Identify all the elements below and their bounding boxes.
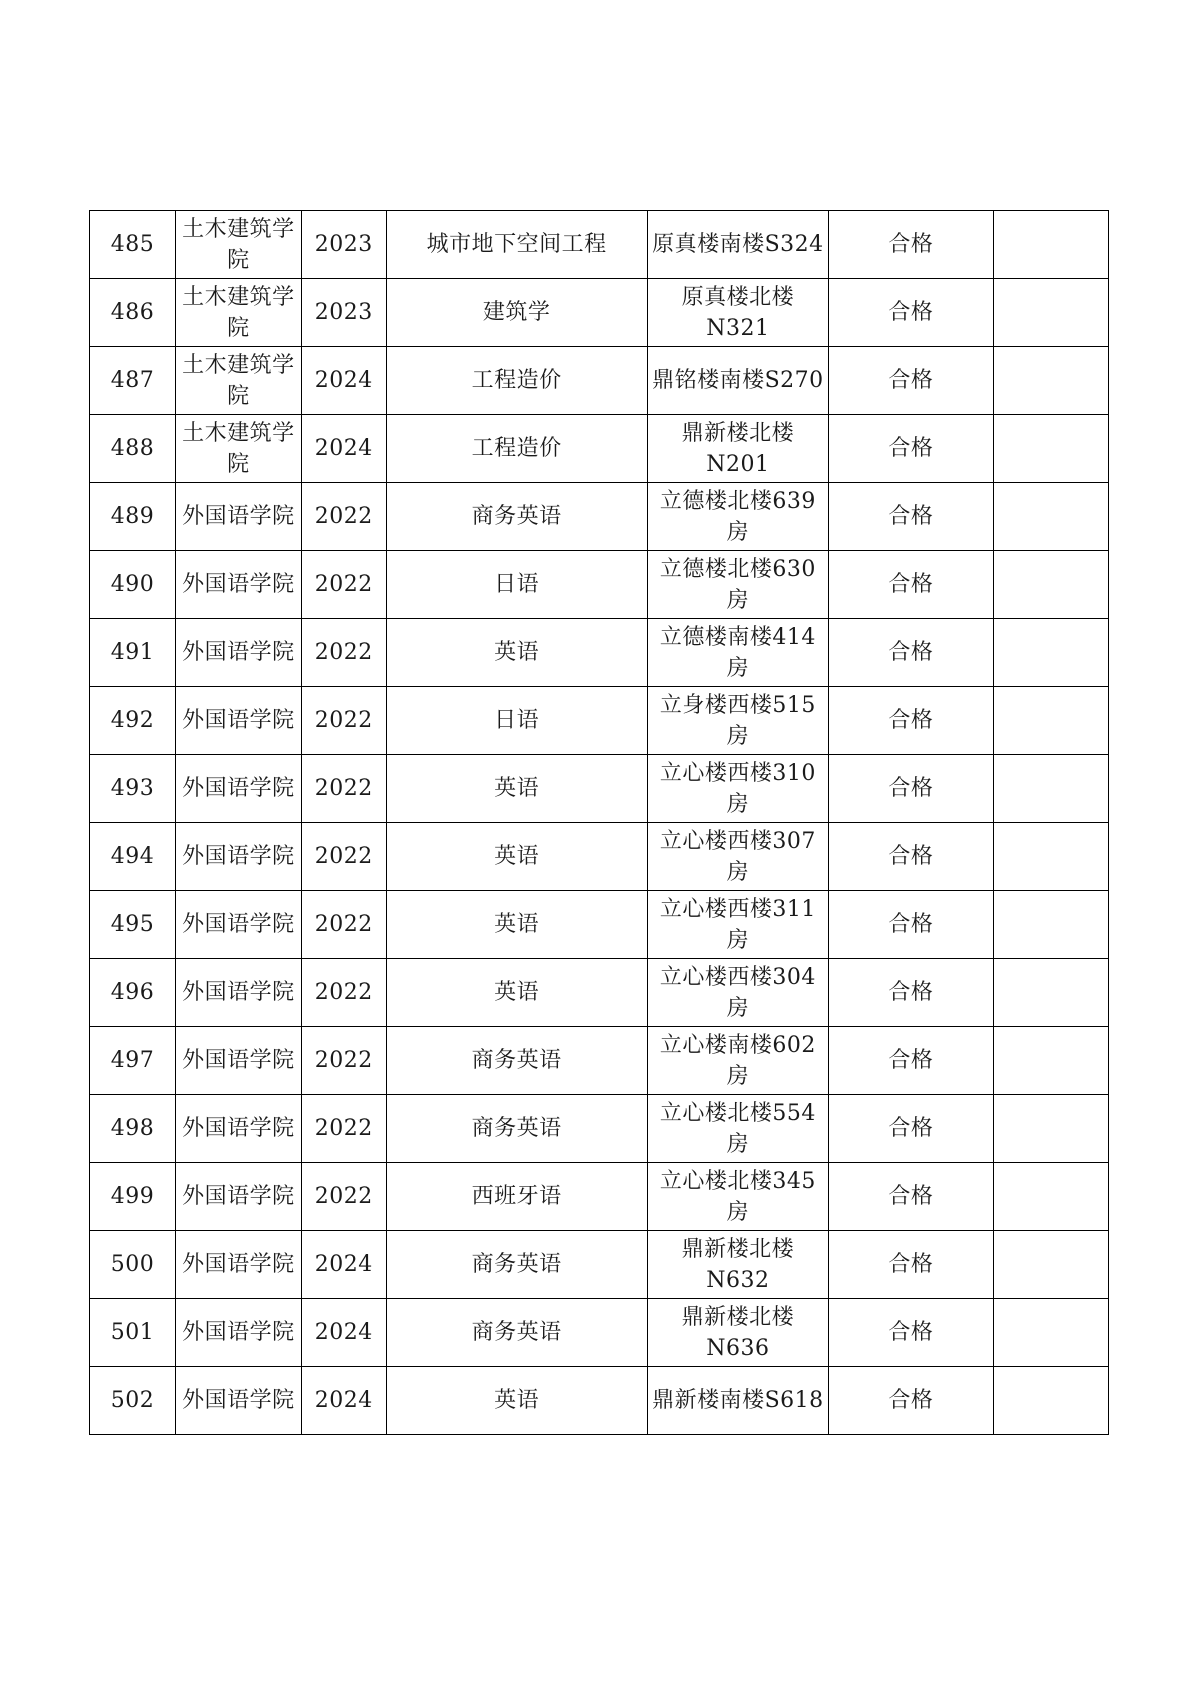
dorm-room-cell: 立心楼南楼602房: [647, 1027, 828, 1095]
table-row: [90, 755, 1109, 823]
table-row: [90, 551, 1109, 619]
table-row: [90, 1231, 1109, 1299]
result-cell: 合格: [829, 755, 994, 823]
table-row: [90, 1027, 1109, 1095]
inspection-results-table: [89, 210, 1109, 1435]
dorm-room-cell: 鼎新楼北楼N636: [647, 1299, 828, 1367]
major-cell: 英语: [386, 891, 647, 959]
remark-cell: [993, 347, 1108, 415]
row-number-cell: 500: [90, 1231, 176, 1299]
result-cell: 合格: [829, 959, 994, 1027]
dorm-room-cell: 立心楼西楼307房: [647, 823, 828, 891]
row-number-cell: 502: [90, 1367, 176, 1435]
row-number-cell: 486: [90, 279, 176, 347]
year-cell: 2024: [301, 1299, 386, 1367]
college-cell: 土木建筑学院: [175, 279, 301, 347]
row-number-cell: 492: [90, 687, 176, 755]
major-cell: 英语: [386, 755, 647, 823]
year-cell: 2024: [301, 347, 386, 415]
major-cell: 日语: [386, 551, 647, 619]
college-cell: 外国语学院: [175, 551, 301, 619]
dorm-room-cell: 立心楼北楼345房: [647, 1163, 828, 1231]
table-row: [90, 619, 1109, 687]
table-row: [90, 211, 1109, 279]
major-cell: 西班牙语: [386, 1163, 647, 1231]
row-number-cell: 498: [90, 1095, 176, 1163]
dorm-room-cell: 原真楼南楼S324: [647, 211, 828, 279]
remark-cell: [993, 823, 1108, 891]
result-cell: 合格: [829, 1231, 994, 1299]
row-number-cell: 487: [90, 347, 176, 415]
year-cell: 2022: [301, 619, 386, 687]
result-cell: 合格: [829, 347, 994, 415]
college-cell: 外国语学院: [175, 1231, 301, 1299]
college-cell: 外国语学院: [175, 891, 301, 959]
result-cell: 合格: [829, 823, 994, 891]
result-cell: 合格: [829, 1027, 994, 1095]
dorm-room-cell: 立心楼西楼311房: [647, 891, 828, 959]
major-cell: 英语: [386, 1367, 647, 1435]
result-cell: 合格: [829, 279, 994, 347]
year-cell: 2024: [301, 1367, 386, 1435]
college-cell: 外国语学院: [175, 959, 301, 1027]
college-cell: 外国语学院: [175, 1299, 301, 1367]
remark-cell: [993, 619, 1108, 687]
year-cell: 2022: [301, 755, 386, 823]
year-cell: 2023: [301, 279, 386, 347]
table-row: [90, 687, 1109, 755]
year-cell: 2022: [301, 551, 386, 619]
result-cell: 合格: [829, 619, 994, 687]
table-row: [90, 959, 1109, 1027]
result-cell: 合格: [829, 1367, 994, 1435]
dorm-room-cell: 立德楼北楼639房: [647, 483, 828, 551]
result-cell: 合格: [829, 415, 994, 483]
remark-cell: [993, 1027, 1108, 1095]
remark-cell: [993, 483, 1108, 551]
year-cell: 2022: [301, 1095, 386, 1163]
college-cell: 外国语学院: [175, 755, 301, 823]
college-cell: 外国语学院: [175, 1367, 301, 1435]
major-cell: 商务英语: [386, 1231, 647, 1299]
remark-cell: [993, 1367, 1108, 1435]
college-cell: 外国语学院: [175, 1163, 301, 1231]
major-cell: 日语: [386, 687, 647, 755]
college-cell: 外国语学院: [175, 1095, 301, 1163]
year-cell: 2022: [301, 891, 386, 959]
row-number-cell: 501: [90, 1299, 176, 1367]
college-cell: 外国语学院: [175, 619, 301, 687]
major-cell: 商务英语: [386, 1027, 647, 1095]
table-row: [90, 1367, 1109, 1435]
result-cell: 合格: [829, 1095, 994, 1163]
college-cell: 土木建筑学院: [175, 415, 301, 483]
dorm-room-cell: 立德楼南楼414房: [647, 619, 828, 687]
remark-cell: [993, 687, 1108, 755]
major-cell: 英语: [386, 619, 647, 687]
year-cell: 2022: [301, 959, 386, 1027]
remark-cell: [993, 891, 1108, 959]
table-row: [90, 347, 1109, 415]
major-cell: 英语: [386, 959, 647, 1027]
table-row: [90, 891, 1109, 959]
year-cell: 2024: [301, 415, 386, 483]
dorm-room-cell: 鼎新楼北楼N632: [647, 1231, 828, 1299]
major-cell: 商务英语: [386, 1095, 647, 1163]
remark-cell: [993, 1299, 1108, 1367]
row-number-cell: 493: [90, 755, 176, 823]
row-number-cell: 491: [90, 619, 176, 687]
table-row: [90, 279, 1109, 347]
major-cell: 英语: [386, 823, 647, 891]
major-cell: 城市地下空间工程: [386, 211, 647, 279]
year-cell: 2022: [301, 483, 386, 551]
dorm-room-cell: 鼎铭楼南楼S270: [647, 347, 828, 415]
row-number-cell: 494: [90, 823, 176, 891]
row-number-cell: 495: [90, 891, 176, 959]
table-body: [90, 211, 1109, 1435]
result-cell: 合格: [829, 1299, 994, 1367]
college-cell: 外国语学院: [175, 483, 301, 551]
dorm-room-cell: 鼎新楼南楼S618: [647, 1367, 828, 1435]
major-cell: 工程造价: [386, 347, 647, 415]
table-row: [90, 483, 1109, 551]
row-number-cell: 489: [90, 483, 176, 551]
result-cell: 合格: [829, 211, 994, 279]
college-cell: 外国语学院: [175, 1027, 301, 1095]
table-row: [90, 1163, 1109, 1231]
major-cell: 工程造价: [386, 415, 647, 483]
dorm-room-cell: 立心楼西楼304房: [647, 959, 828, 1027]
row-number-cell: 488: [90, 415, 176, 483]
table-row: [90, 1299, 1109, 1367]
remark-cell: [993, 279, 1108, 347]
remark-cell: [993, 211, 1108, 279]
result-cell: 合格: [829, 891, 994, 959]
table-row: [90, 1095, 1109, 1163]
year-cell: 2022: [301, 1027, 386, 1095]
major-cell: 商务英语: [386, 1299, 647, 1367]
remark-cell: [993, 551, 1108, 619]
year-cell: 2022: [301, 687, 386, 755]
result-cell: 合格: [829, 1163, 994, 1231]
dorm-room-cell: 立心楼西楼310房: [647, 755, 828, 823]
year-cell: 2024: [301, 1231, 386, 1299]
row-number-cell: 496: [90, 959, 176, 1027]
dorm-room-cell: 立心楼北楼554房: [647, 1095, 828, 1163]
remark-cell: [993, 1163, 1108, 1231]
year-cell: 2023: [301, 211, 386, 279]
row-number-cell: 499: [90, 1163, 176, 1231]
dorm-room-cell: 立德楼北楼630房: [647, 551, 828, 619]
major-cell: 商务英语: [386, 483, 647, 551]
dorm-room-cell: 鼎新楼北楼N201: [647, 415, 828, 483]
result-cell: 合格: [829, 687, 994, 755]
remark-cell: [993, 959, 1108, 1027]
result-cell: 合格: [829, 551, 994, 619]
year-cell: 2022: [301, 1163, 386, 1231]
major-cell: 建筑学: [386, 279, 647, 347]
table-row: [90, 415, 1109, 483]
remark-cell: [993, 1095, 1108, 1163]
row-number-cell: 497: [90, 1027, 176, 1095]
table-row: [90, 823, 1109, 891]
remark-cell: [993, 1231, 1108, 1299]
year-cell: 2022: [301, 823, 386, 891]
college-cell: 外国语学院: [175, 687, 301, 755]
remark-cell: [993, 755, 1108, 823]
college-cell: 土木建筑学院: [175, 347, 301, 415]
college-cell: 土木建筑学院: [175, 211, 301, 279]
row-number-cell: 485: [90, 211, 176, 279]
remark-cell: [993, 415, 1108, 483]
dorm-room-cell: 立身楼西楼515房: [647, 687, 828, 755]
row-number-cell: 490: [90, 551, 176, 619]
college-cell: 外国语学院: [175, 823, 301, 891]
result-cell: 合格: [829, 483, 994, 551]
dorm-room-cell: 原真楼北楼N321: [647, 279, 828, 347]
